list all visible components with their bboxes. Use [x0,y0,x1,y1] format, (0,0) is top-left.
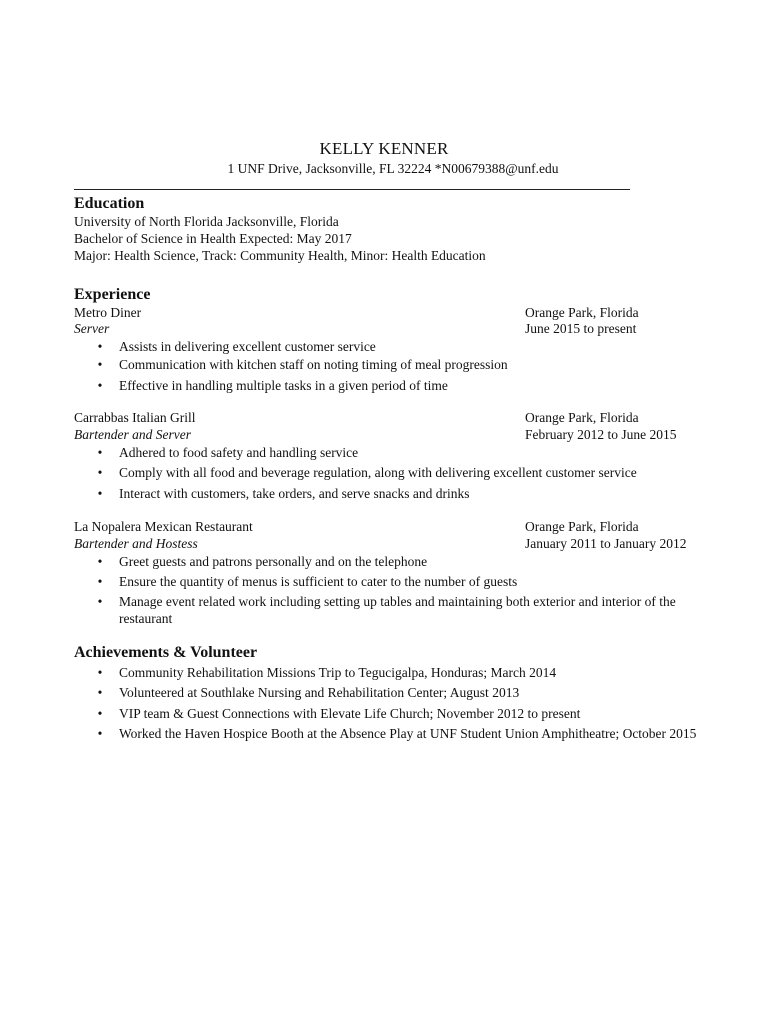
bullet-text: Effective in handling multiple tasks in a given period of time [119,378,448,393]
education-school: University of North Florida Jacksonville, Florida [74,214,339,229]
education-degree: Bachelor of Science in Health Expected: May 2017 [74,231,352,246]
bullet-icon: • [97,445,103,460]
bullet-text: Manage event related work including setting up tables and maintaining both exterior and interior of the restaurant [119,594,676,626]
bullet-text: Communication with kitchen staff on noting timing of meal progression [119,357,508,372]
resume-name: KELLY KENNER [319,139,449,158]
job-role: Bartender and Hostess [74,536,198,551]
bullet-icon: • [97,378,103,393]
job-role: Bartender and Server [74,427,191,442]
bullet-icon: • [97,726,103,741]
bullet-text: Community Rehabilitation Missions Trip to Tegucigalpa, Honduras; March 2014 [119,665,557,680]
job-employer: La Nopalera Mexican Restaurant [74,519,253,534]
bullet-icon: • [97,594,103,609]
job-location: Orange Park, Florida [525,305,639,320]
bullet-icon: • [97,665,103,680]
job-location: Orange Park, Florida [525,519,639,534]
bullet-text: Ensure the quantity of menus is sufficient to cater to the number of guests [119,574,518,589]
bullet-text: Assists in delivering excellent customer service [119,339,376,354]
education-heading: Education [74,195,145,212]
job-dates: January 2011 to January 2012 [525,536,687,551]
bullet-icon: • [97,685,103,700]
education-major: Major: Health Science, Track: Community Health, Minor: Health Education [74,248,486,263]
job-employer: Metro Diner [74,305,142,320]
job-location: Orange Park, Florida [525,410,639,425]
job-role: Server [74,321,110,336]
bullet-text: VIP team & Guest Connections with Elevate Life Church; November 2012 to present [119,706,581,721]
bullet-icon: • [97,554,103,569]
bullet-icon: • [97,357,103,372]
achievements-heading: Achievements & Volunteer [74,644,258,661]
job-dates: February 2012 to June 2015 [525,427,677,442]
bullet-icon: • [97,574,103,589]
bullet-text: Comply with all food and beverage regulation, along with delivering excellent customer service [119,465,637,480]
bullet-icon: • [97,706,103,721]
bullet-icon: • [97,486,103,501]
header-divider [74,189,630,190]
bullet-text: Adhered to food safety and handling service [119,445,359,460]
experience-heading: Experience [74,286,151,303]
job-employer: Carrabbas Italian Grill [74,410,196,425]
contact-info: 1 UNF Drive, Jacksonville, FL 32224 *N00679388@unf.edu [227,161,559,176]
bullet-text: Worked the Haven Hospice Booth at the Absence Play at UNF Student Union Amphitheatre; October 2015 [119,726,697,741]
bullet-text: Volunteered at Southlake Nursing and Rehabilitation Center; August 2013 [119,685,520,700]
job-dates: June 2015 to present [525,321,637,336]
bullet-icon: • [97,339,103,354]
bullet-icon: • [97,465,103,480]
bullet-text: Greet guests and patrons personally and on the telephone [119,554,428,569]
bullet-text: Interact with customers, take orders, and serve snacks and drinks [119,486,470,501]
